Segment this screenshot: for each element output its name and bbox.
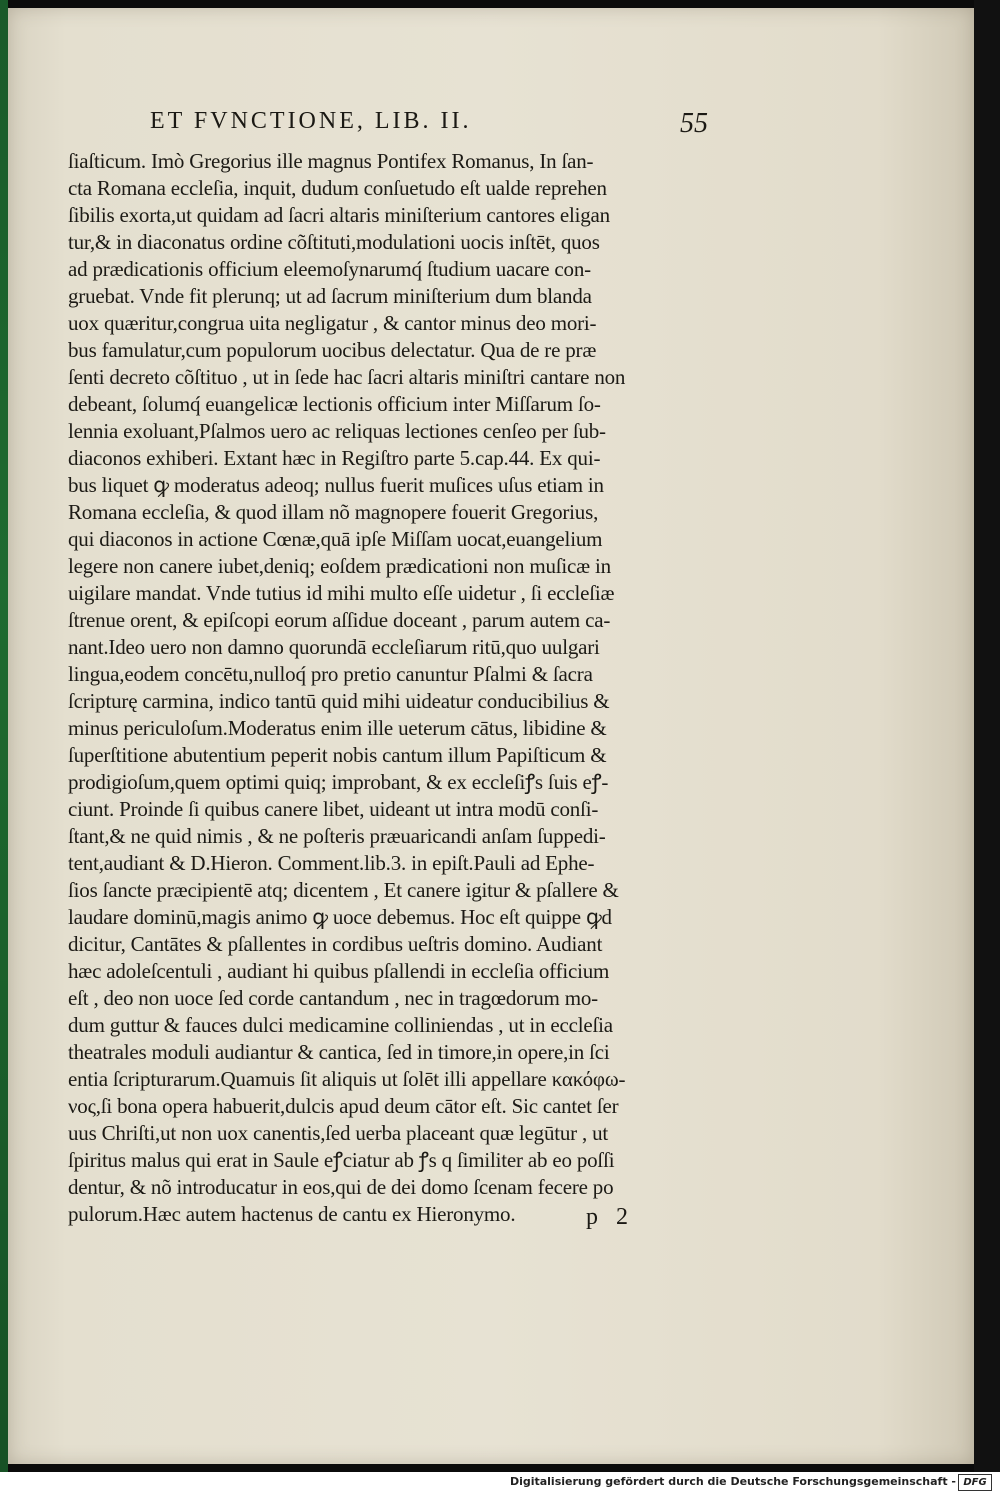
text-line: ſios ſancte præcipientē atq; dicentem , Et canere igitur & pſallere & xyxy=(68,878,619,902)
text-line: ſpiritus malus qui erat in Saule eꝭciatur ab ꝭs q ſimiliter ab eo poſſi xyxy=(68,1148,615,1172)
text-line: lennia exoluant,Pſalmos uero ac reliquas lectiones cenſeo per ſub- xyxy=(68,419,606,443)
text-line: qui diaconos in actione Cœnæ,quā ipſe Miſſam uocat,euangelium xyxy=(68,527,603,551)
text-line: tent,audiant & D.Hieron. Comment.lib.3. in epiſt.Pauli ad Ephe- xyxy=(68,851,595,875)
text-line: bus famulatur,cum populorum uocibus delectatur. Qua de re præ xyxy=(68,338,597,362)
text-line: theatrales moduli audiantur & cantica, ſed in timore,in opere,in ſci xyxy=(68,1040,610,1064)
running-head: ET FVNCTIONE, LIB. II. xyxy=(150,108,472,134)
folio-number: 55 xyxy=(680,108,708,139)
text-line: ſtrenue orent, & epiſcopi eorum aſſidue doceant , parum autem ca- xyxy=(68,608,611,632)
book-page xyxy=(8,8,974,1464)
text-line: dentur, & nõ introducatur in eos,qui de dei domo ſcenam fecere po xyxy=(68,1175,614,1199)
text-line: bus liquet ꝙ moderatus adeoq; nullus fuerit muſices uſus etiam in xyxy=(68,473,604,497)
text-line: lingua,eodem concētu,nulloq́ pro pretio canuntur Pſalmi & ſacra xyxy=(68,662,593,686)
text-line: eſt , deo non uoce ſed corde cantandum , nec in tragœdorum mo- xyxy=(68,986,598,1010)
text-line: νος,ſi bona opera habuerit,dulcis apud deum cātor eſt. Sic cantet ſer xyxy=(68,1094,619,1118)
text-line: ſibilis exorta,ut quidam ad ſacri altaris miniſterium cantores eligan xyxy=(68,203,610,227)
text-line: diaconos exhiberi. Extant hæc in Regiſtro parte 5.cap.44. Ex qui- xyxy=(68,446,601,470)
text-line: prodigioſum,quem optimi quiq; improbant, & ex eccleſiꝭs ſuis eꝭ- xyxy=(68,770,609,794)
text-line: gruebat. Vnde fit plerunq; ut ad ſacrum miniſterium dum blanda xyxy=(68,284,592,308)
text-line: uus Chriſti,ut non uox canentis,ſed uerba placeant quæ legūtur , ut xyxy=(68,1121,609,1145)
text-line: hæc adoleſcentuli , audiant hi quibus pſallendi in eccleſia officium xyxy=(68,959,610,983)
text-line: minus periculoſum.Moderatus enim ille ueterum cātus, libidine & xyxy=(68,716,607,740)
text-line: ad prædicationis officium eleemoſynarumq́ ſtudium uacare con- xyxy=(68,257,591,281)
text-line: ſenti decreto cõſtituo , ut in ſede hac ſacri altaris miniſtri cantare non xyxy=(68,365,626,389)
text-line: ſcripturę carmina, indico tantū quid mihi uideatur conducibilius & xyxy=(68,689,610,713)
text-line: debeant, ſolumq́ euangelicæ lectionis officium inter Miſſarum ſo- xyxy=(68,392,601,416)
text-line: uox quæritur,congrua uita negligatur , & cantor minus deo mori- xyxy=(68,311,597,335)
footer-bar xyxy=(0,1472,1000,1493)
text-line: ſuperſtitione abutentium peperit nobis cantum illum Papiſticum & xyxy=(68,743,607,767)
text-line: nant.Ideo uero non damno quorundā eccleſiarum ritū,quo uulgari xyxy=(68,635,600,659)
text-line: dum guttur & fauces dulci medicamine colliniendas , ut in eccleſia xyxy=(68,1013,613,1037)
text-line: tur,& in diaconatus ordine cõſtituti,modulationi uocis inſtēt, quos xyxy=(68,230,600,254)
text-line: uigilare mandat. Vnde tutius id mihi multo eſſe uidetur , ſi eccleſiæ xyxy=(68,581,615,605)
spine-strip xyxy=(0,0,8,1472)
text-line: Romana eccleſia, & quod illam nõ magnopere fouerit Gregorius, xyxy=(68,500,599,524)
text-line: ciunt. Proinde ſi quibus canere libet, uideant ut intra modū conſi- xyxy=(68,797,599,821)
text-line: entia ſcripturarum.Quamuis ſit aliquis ut ſolēt illi appellare κακόφω- xyxy=(68,1067,626,1091)
dfg-logo-icon: DFG xyxy=(958,1474,992,1491)
text-line: ſtant,& ne quid nimis , & ne poſteris præuaricandi anſam ſuppedi- xyxy=(68,824,606,848)
catchword: p 2 xyxy=(586,1204,634,1230)
right-edge xyxy=(974,0,1000,1472)
text-line: legere non canere iubet,deniq; eoſdem prædicationi non muſicæ in xyxy=(68,554,611,578)
text-line: laudare dominū,magis animo ꝙ uoce debemus. Hoc eſt quippe ꝙd xyxy=(68,905,612,929)
text-line: pulorum.Hæc autem hactenus de cantu ex Hieronymo. xyxy=(68,1202,516,1226)
funding-notice: Digitalisierung gefördert durch die Deutsche Forschungsgemeinschaft - xyxy=(509,1475,956,1488)
page-header xyxy=(68,108,708,144)
text-line: dicitur, Cantātes & pſallentes in cordibus ueſtris domino. Audiant xyxy=(68,932,603,956)
text-block xyxy=(68,148,708,1228)
text-line: ſiaſticum. Imò Gregorius ille magnus Pontifex Romanus, In ſan- xyxy=(68,149,594,173)
text-line: cta Romana eccleſia, inquit, dudum conſuetudo eſt ualde reprehen xyxy=(68,176,607,200)
